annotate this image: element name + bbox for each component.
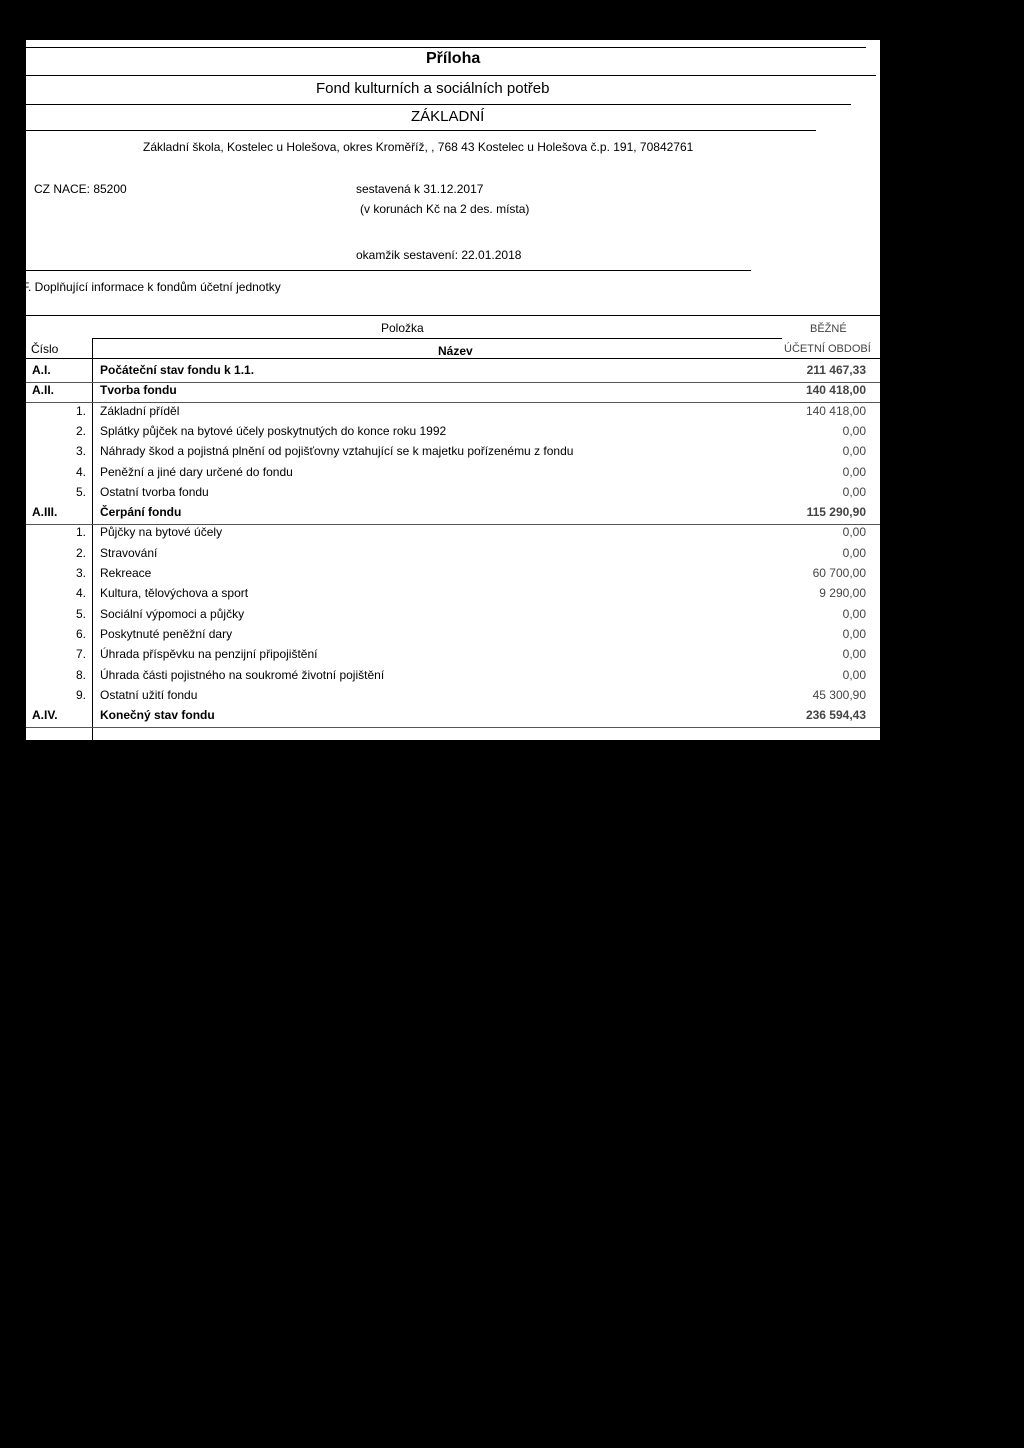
table-row: [26, 505, 880, 525]
header-bottom-rule: [26, 358, 880, 359]
group-header: Položka: [381, 321, 424, 335]
row-name: Úhrada části pojistného na soukromé životní pojištění: [100, 667, 385, 682]
row-name: Konečný stav fondu: [100, 708, 215, 723]
row-name: Splátky půjček na bytové účely poskytnutých do konce roku 1992: [100, 423, 447, 438]
table-row: [26, 668, 880, 688]
row-code: 1.: [75, 403, 86, 418]
row-code: 4.: [75, 464, 86, 479]
row-name: Základní příděl: [100, 403, 180, 418]
table-row: [26, 647, 880, 667]
table-row: [26, 465, 880, 485]
row-code: 3.: [75, 566, 86, 580]
row-value: 45 300,90: [812, 687, 866, 702]
row-value: 0,00: [842, 626, 866, 641]
row-name: Tvorba fondu: [100, 383, 177, 398]
section-title: F. Doplňující informace k fondům účetní jednotky: [22, 280, 281, 294]
row-name: Kultura, tělovýchova a sport: [100, 586, 249, 601]
row-name: Sociální výpomoci a půjčky: [100, 606, 245, 621]
table-row: [26, 708, 880, 728]
table-row: [26, 627, 880, 647]
row-code: A.III.: [32, 505, 58, 520]
row-value: 140 418,00: [805, 403, 866, 418]
row-value: 0,00: [842, 464, 866, 479]
row-value: 0,00: [842, 444, 866, 459]
row-name: Úhrada příspěvku na penzijní připojištění: [100, 647, 318, 662]
row-name: Stravování: [100, 545, 158, 560]
row-value: 0,00: [842, 545, 866, 560]
rule: [26, 270, 751, 271]
rule: [26, 104, 851, 105]
row-code: 7.: [75, 647, 86, 662]
row-value: 0,00: [842, 484, 866, 499]
row-code: A.IV.: [32, 708, 58, 723]
fund-table: [26, 315, 880, 745]
row-name: Počáteční stav fondu k 1.1.: [100, 363, 255, 377]
compile-moment: okamžik sestavení: 22.01.2018: [356, 248, 522, 262]
col-number-header: Číslo: [31, 342, 59, 356]
row-code: 2.: [75, 423, 86, 438]
row-value: 0,00: [842, 647, 866, 662]
table-row: [26, 444, 880, 464]
row-code: A.I.: [32, 363, 51, 377]
table-row: [26, 424, 880, 444]
row-value: 60 700,00: [812, 566, 866, 580]
fund-title: Fond kulturních a sociálních potřeb: [316, 80, 550, 97]
row-value: 236 594,43: [805, 708, 866, 723]
row-value: 0,00: [842, 423, 866, 438]
table-row: [26, 607, 880, 627]
row-name: Rekreace: [100, 566, 152, 580]
units-note: (v korunách Kč na 2 des. místa): [360, 202, 530, 216]
rule: [26, 75, 876, 76]
row-name: Náhrady škod a pojistná plnění od pojišťovny vztahující se k majetku pořízenému z fondu: [100, 444, 574, 459]
row-name: Poskytnuté peněžní dary: [100, 626, 233, 641]
row-code: 4.: [75, 586, 86, 601]
row-value: 0,00: [842, 606, 866, 621]
table-row: [26, 404, 880, 424]
col-name-header: Název: [438, 344, 473, 358]
row-name: Peněžní a jiné dary určené do fondu: [100, 464, 293, 479]
row-value: 0,00: [842, 667, 866, 682]
statement-type: ZÁKLADNÍ: [411, 108, 485, 125]
row-value: 115 290,90: [806, 505, 866, 520]
table-row: [26, 363, 880, 383]
top-rule: [26, 47, 866, 48]
row-name: Čerpání fondu: [100, 505, 182, 520]
row-value: 0,00: [842, 525, 866, 540]
page-title: Příloha: [426, 50, 481, 67]
table-row: [26, 525, 880, 545]
table-top-rule: [26, 315, 880, 316]
table-row: [26, 546, 880, 566]
value-header-bottom: ÚČETNÍ OBDOBÍ: [784, 343, 871, 355]
table-row: [26, 688, 880, 708]
table-row: [26, 586, 880, 606]
table-row: [26, 383, 880, 403]
document-sheet: [22, 40, 880, 740]
table-row: [26, 485, 880, 505]
compiled-date: sestavená k 31.12.2017: [356, 182, 484, 196]
row-value: 211 467,33: [806, 363, 866, 377]
row-code: 8.: [75, 667, 86, 682]
row-code: 1.: [75, 525, 86, 540]
row-code: 6.: [75, 626, 86, 641]
organization-info: Základní škola, Kostelec u Holešova, okres Kroměříž, , 768 43 Kostelec u Holešova č.p. 191, 70842761: [143, 140, 694, 154]
row-code: 5.: [75, 484, 86, 499]
nace-code: CZ NACE: 85200: [34, 182, 127, 196]
row-rule: [26, 727, 880, 728]
row-name: Ostatní tvorba fondu: [100, 484, 209, 499]
row-value: 9 290,00: [819, 586, 866, 601]
row-code: 5.: [75, 606, 86, 621]
row-code: 9.: [75, 687, 86, 702]
rule: [26, 130, 816, 131]
rule: [92, 338, 782, 339]
row-name: Ostatní užití fondu: [100, 687, 198, 702]
table-bottom-rule: [26, 745, 880, 746]
row-value: 140 418,00: [805, 383, 866, 398]
row-code: A.II.: [32, 383, 55, 398]
row-code: 3.: [75, 444, 86, 459]
value-header-top: BĚŽNÉ: [810, 323, 847, 335]
row-code: 2.: [75, 545, 86, 560]
table-row: [26, 566, 880, 586]
row-name: Půjčky na bytové účely: [100, 525, 223, 540]
